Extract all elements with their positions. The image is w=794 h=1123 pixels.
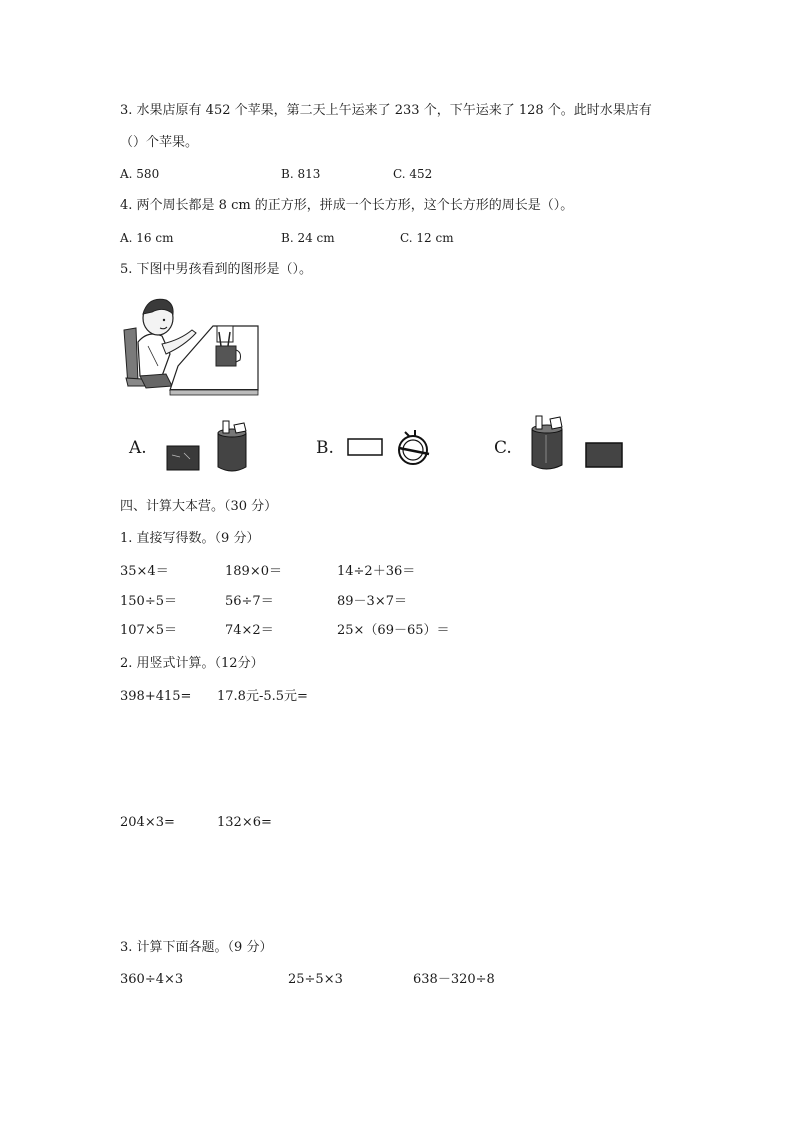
part-3-title: 3. 计算下面各题。（9 分）: [120, 940, 273, 955]
q5-option-c-label: C.: [494, 438, 512, 458]
q4-option-a: A. 16 cm: [120, 231, 174, 245]
mental-math-item: 25×（69－65）＝: [337, 623, 450, 638]
q3-line2: （）个苹果。: [120, 135, 199, 150]
part-2-title: 2. 用竖式计算。（12分）: [120, 656, 264, 671]
q3-option-a: A. 580: [120, 167, 160, 181]
mental-math-item: 107×5＝: [120, 623, 177, 638]
mental-math-item: 35×4＝: [120, 564, 169, 579]
boy-at-table-illustration: [118, 290, 263, 400]
vertical-calc-item: 17.8元-5.5元=: [217, 689, 308, 704]
q5-option-b-label: B.: [316, 438, 334, 458]
mental-math-item: 56÷7＝: [225, 594, 274, 609]
part-1-title: 1. 直接写得数。（9 分）: [120, 531, 260, 546]
vertical-calc-item: 398+415=: [120, 689, 192, 704]
mixed-calc-item: 25÷5×3: [288, 972, 343, 987]
mixed-calc-item: 638－320÷8: [413, 972, 495, 987]
mental-math-item: 189×0＝: [225, 564, 282, 579]
q4-line1: 4. 两个周长都是 8 cm 的正方形，拼成一个长方形，这个长方形的周长是（）。: [120, 198, 574, 213]
q5-line1: 5. 下图中男孩看到的图形是（）。: [120, 262, 313, 277]
mental-math-item: 74×2＝: [225, 623, 274, 638]
mental-math-item: 89－3×7＝: [337, 594, 407, 609]
mixed-calc-item: 360÷4×3: [120, 972, 184, 987]
option-b-rectangle-and-circle: [347, 428, 437, 470]
q3-option-c: C. 452: [393, 167, 433, 181]
option-c-penholder-and-box: [528, 415, 624, 472]
q4-option-b: B. 24 cm: [281, 231, 335, 245]
section-4-title: 四、计算大本营。（30 分）: [120, 499, 278, 514]
vertical-calc-item: 204×3=: [120, 815, 175, 830]
q3-option-b: B. 813: [281, 167, 321, 181]
mental-math-item: 150÷5＝: [120, 594, 177, 609]
option-a-box-and-penholder: [166, 419, 251, 474]
q3-line1: 3. 水果店原有 452 个苹果，第二天上午运来了 233 个，下午运来了 128 个。此时水果店有: [120, 103, 652, 118]
mental-math-item: 14÷2＋36＝: [337, 564, 416, 579]
q5-option-a-label: A.: [129, 438, 147, 458]
q4-option-c: C. 12 cm: [400, 231, 454, 245]
vertical-calc-item: 132×6=: [217, 815, 272, 830]
